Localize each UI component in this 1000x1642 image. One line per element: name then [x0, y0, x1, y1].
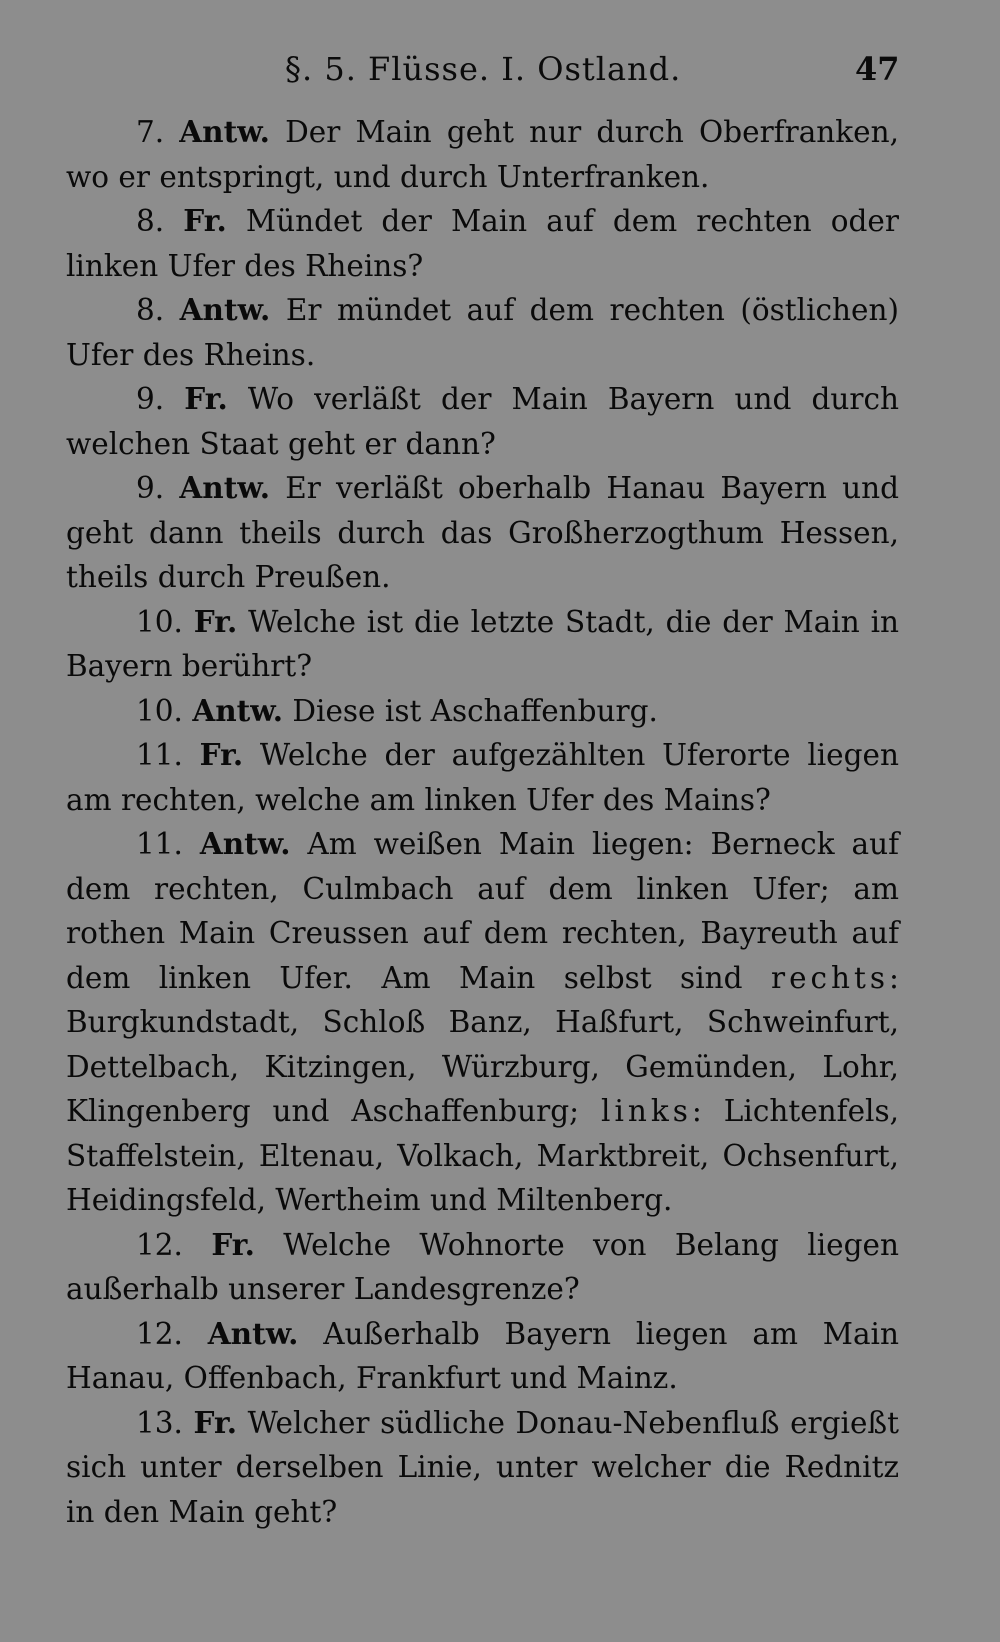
- paragraph-answer-11: [66, 822, 899, 1223]
- paragraph-answer-9: [66, 466, 899, 600]
- paragraph-text: Welche der aufgezählten Uferorte liegen am rechten, welche am linken Ufer des Mains?: [66, 738, 899, 817]
- page-body: [66, 110, 899, 1534]
- paragraph-number: 12.: [136, 1316, 183, 1351]
- running-header: [0, 50, 1000, 100]
- paragraph-answer-7: [66, 110, 899, 199]
- paragraph-number: 11.: [136, 827, 183, 861]
- paragraph-text: Er mündet auf dem rechten (östlichen) Ufer des Rheins.: [66, 293, 899, 372]
- answer-label: Antw.: [179, 470, 271, 505]
- question-label: Fr.: [199, 737, 244, 772]
- paragraph-text: Welche Wohnorte von Belang liegen außerhalb unserer Landesgrenze?: [66, 1227, 899, 1306]
- answer-label: Antw.: [179, 114, 270, 149]
- paragraph-text: Am weißen Main liegen: Berneck auf dem rechten, Culmbach auf dem linken Ufer; am rothen Main Creussen auf dem rechten, Bayreuth auf dem linken Ufer. Am Main selbst sind: [66, 827, 899, 995]
- paragraph-number: 12.: [136, 1227, 183, 1262]
- paragraph-answer-10: [66, 689, 899, 734]
- paragraph-number: 11.: [136, 738, 183, 772]
- answer-label: Antw.: [192, 692, 283, 728]
- paragraph-text: Der Main geht nur durch Oberfranken, wo er entspringt, und durch Unterfranken.: [66, 115, 899, 194]
- emphasis-links: links: [601, 1094, 692, 1128]
- paragraph-number: 13.: [136, 1405, 183, 1440]
- paragraph-answer-12: [66, 1312, 899, 1401]
- question-label: Fr.: [183, 203, 227, 238]
- paragraph-text: Außerhalb Bayern liegen am Main Hanau, Offenbach, Frankfurt und Mainz.: [66, 1316, 899, 1395]
- paragraph-question-9: [66, 377, 899, 466]
- paragraph-number: 8.: [136, 204, 165, 238]
- paragraph-number: 10.: [136, 604, 183, 639]
- emphasis-rechts: rechts: [770, 960, 890, 995]
- paragraph-text: : Burgkundstadt, Schloß Banz, Haßfurt, Schweinfurt, Dettelbach, Kitzingen, Würzburg, Gemünden, Lohr, Klingenberg und Aschaffenburg;: [66, 960, 899, 1128]
- question-label: Fr.: [211, 1226, 255, 1262]
- paragraph-question-13: [66, 1401, 899, 1535]
- paragraph-question-8: [66, 199, 899, 288]
- paragraph-number: 10.: [136, 693, 183, 728]
- answer-label: Antw.: [207, 1315, 299, 1351]
- paragraph-number: 8.: [136, 293, 165, 327]
- paragraph-text: Mündet der Main auf dem rechten oder linken Ufer des Rheins?: [66, 204, 899, 283]
- paragraph-question-12: [66, 1223, 899, 1312]
- paragraph-number: 7.: [136, 115, 165, 149]
- paragraph-text: Wo verläßt der Main Bayern und durch welchen Staat geht er dann?: [66, 382, 899, 461]
- section-title: §. 5. Flüsse. I. Ostland.: [285, 50, 682, 88]
- paragraph-number: 9.: [136, 471, 165, 505]
- question-label: Fr.: [193, 603, 238, 639]
- question-label: Fr.: [193, 1404, 238, 1440]
- paragraph-answer-8: [66, 288, 899, 377]
- paragraph-text: Er verläßt oberhalb Hanau Bayern und geht dann theils durch das Großherzogthum Hessen, theils durch Preußen.: [66, 471, 899, 594]
- paragraph-text: Welche ist die letzte Stadt, die der Main in Bayern berührt?: [66, 604, 900, 683]
- answer-label: Antw.: [179, 292, 271, 327]
- page-number: 47: [855, 50, 900, 88]
- question-label: Fr.: [184, 381, 228, 416]
- paragraph-text: : Lichtenfels, Staffelstein, Eltenau, Volkach, Marktbreit, Ochsenfurt, Heidingsfeld, Wertheim und Miltenberg.: [66, 1094, 899, 1217]
- paragraph-text: Diese ist Aschaffenburg.: [282, 693, 658, 728]
- paragraph-question-11: [66, 733, 899, 822]
- paragraph-text: Welcher südliche Donau-Nebenfluß ergießt sich unter derselben Linie, unter welcher die Rednitz in den Main geht?: [66, 1405, 899, 1529]
- paragraph-question-10: [66, 600, 899, 689]
- paragraph-number: 9.: [136, 382, 165, 416]
- answer-label: Antw.: [199, 826, 291, 861]
